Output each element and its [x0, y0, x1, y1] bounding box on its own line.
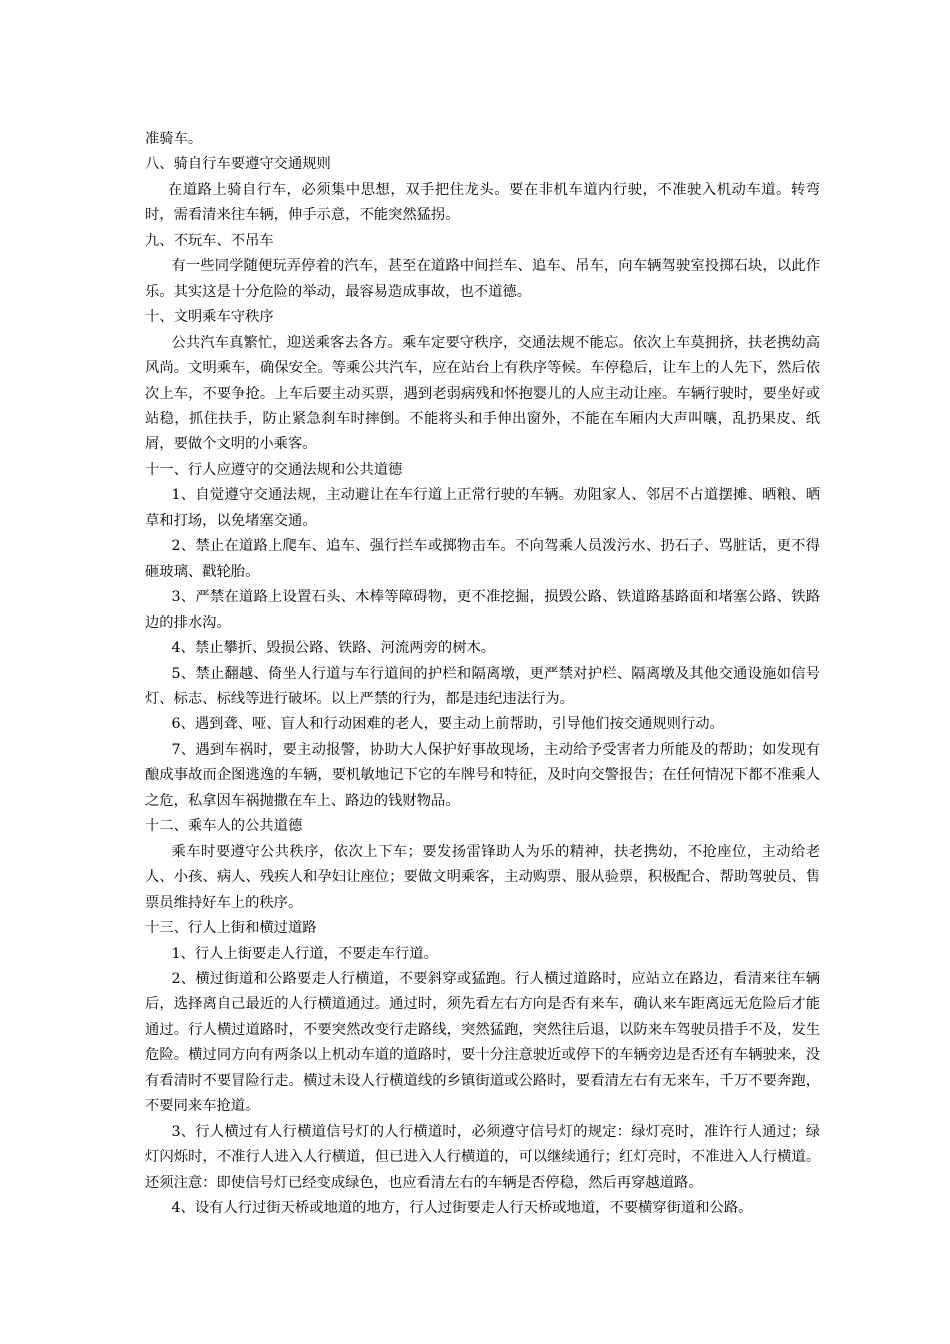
list-item: 7、遇到车祸时，要主动报警，协助大人保护好事故现场，主动给予受害者力所能及的帮助；如发现有酿成事故而企图逃逸的车辆，要机敏地记下它的车牌号和特征，及时向交警报告；在任何情况下都不准乘人之危，私拿因车祸抛撒在车上、路边的钱财物品。: [145, 741, 820, 809]
list-item: 1、自觉遵守交通法规，主动避让在车行道上正常行驶的车辆。劝阻家人、邻居不占道摆摊、晒粮、晒草和打场，以免堵塞交通。: [145, 487, 820, 529]
lead-text: 准骑车。: [145, 131, 203, 147]
list-item: 6、遇到聋、哑、盲人和行动困难的老人，要主动上前帮助，引导他们按交通规则行动。: [171, 716, 724, 733]
list-item: 2、禁止在道路上爬车、追车、强行拦车或掷物击车。不向驾乘人员泼污水、扔石子、骂脏话，更不得砸玻璃、戳轮胎。: [145, 538, 820, 580]
section-heading-13: 十三、行人上街和横过道路: [145, 920, 317, 937]
section-heading-12: 十二、乘车人的公共道德: [145, 818, 303, 835]
list-item: 3、行人横过有人行横道信号灯的人行横道时，必须遵守信号灯的规定：绿灯亮时，准许行人通过；绿灯闪烁时，不准行人进入人行横道，但已进入人行横道的，可以继续通行；红灯亮时，不准进入人行横道。还须注意：即使信号灯已经变成绿色，也应看清左右的车辆是否停稳，然后再穿越道路。: [145, 1123, 820, 1191]
list-item: 4、设有人行过街天桥或地道的地方，行人过街要走人行天桥或地道，不要横穿街道和公路。: [171, 1200, 753, 1217]
paragraph: 有一些同学随便玩弄停着的汽车，甚至在道路中间拦车、追车、吊车，向车辆驾驶室投掷石块，以此作乐。其实这是十分危险的举动，最容易造成事故，也不道德。: [145, 258, 820, 300]
list-item: 1、行人上街要走人行道，不要走车行道。: [171, 945, 438, 962]
section-heading-10: 十、文明乘车守秩序: [145, 309, 274, 326]
paragraph: 乘车时要遵守公共秩序，依次上下车；要发扬雷锋助人为乐的精神，扶老携幼，不抢座位，主动给老人、小孩、病人、残疾人和孕妇让座位；要做文明乘客，主动购票、服从验票，积极配合、帮助驾驶员、售票员维持好车上的秩序。: [145, 843, 820, 911]
section-heading-8: 八、骑自行车要遵守交通规则: [145, 156, 331, 173]
list-item: 5、禁止翻越、倚坐人行道与车行道间的护栏和隔离墩，更严禁对护栏、隔离墩及其他交通设施如信号灯、标志、标线等进行破坏。以上严禁的行为，都是违纪违法行为。: [145, 665, 820, 707]
document-page: [145, 127, 820, 1221]
paragraph: 公共汽车真繁忙，迎送乘客去各方。乘车定要守秩序，交通法规不能忘。依次上车莫拥挤，扶老携幼高风尚。文明乘车，确保安全。等乘公共汽车，应在站台上有秩序等候。车停稳后，让车上的人先下，然后依次上车，不要争抢。上车后要主动买票，遇到老弱病残和怀抱婴儿的人应主动让座。车辆行驶时，要坐好或站稳，抓住扶手，防止紧急刹车时摔倒。不能将头和手伸出窗外，不能在车厢内大声叫嚷，乱扔果皮、纸屑，要做个文明的小乘客。: [145, 334, 820, 453]
list-item: 2、横过街道和公路要走人行横道，不要斜穿或猛跑。行人横过道路时，应站立在路边，看清来往车辆后，选择离自己最近的人行横道通过。通过时，须先看左右方向是否有来车，确认来车距离远无危险后才能通过。行人横过道路时，不要突然改变行走路线，突然猛跑，突然往后退，以防来车驾驶员措手不及，发生危险。横过同方向有两条以上机动车道的道路时，要十分注意驶近或停下的车辆旁边是否还有车辆驶来，没有看清时不要冒险行走。横过未设人行横道线的乡镇街道或公路时，要看清左右有无来车，千万不要奔跑，不要同来车抢道。: [145, 970, 820, 1115]
section-heading-11: 十一、行人应遵守的交通法规和公共道德: [145, 461, 403, 478]
list-item: 3、严禁在道路上设置石头、木棒等障碍物，更不准挖掘，损毁公路、铁道路基路面和堵塞公路、铁路边的排水沟。: [145, 589, 820, 631]
paragraph: 在道路上骑自行车，必须集中思想，双手把住龙头。要在非机车道内行驶，不准驶入机动车道。转弯时，需看清来往车辆，伸手示意，不能突然猛拐。: [145, 181, 820, 224]
section-heading-9: 九、不玩车、不吊车: [145, 232, 274, 249]
list-item: 4、禁止攀折、毁损公路、铁路、河流两旁的树木。: [171, 640, 496, 657]
